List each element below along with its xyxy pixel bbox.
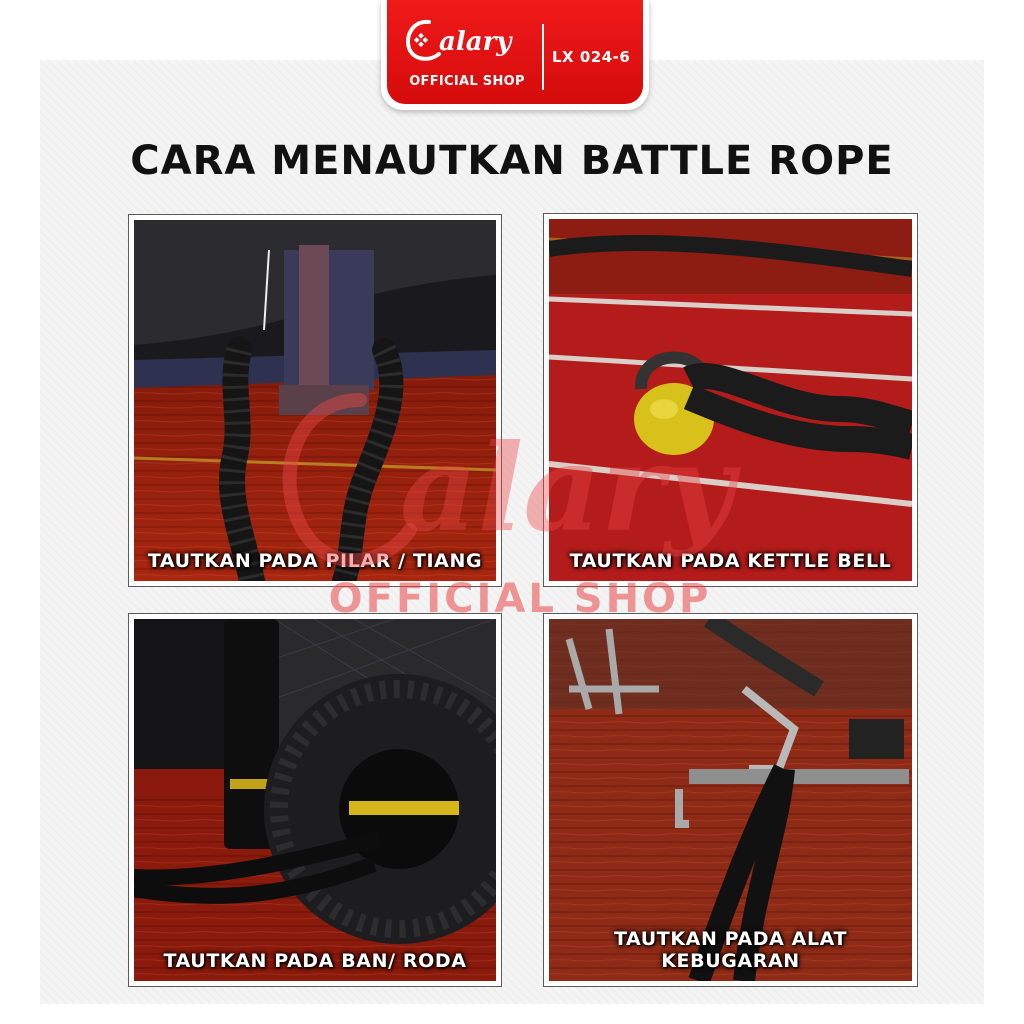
panel-tire <box>128 613 502 987</box>
panel-caption: TAUTKAN PADA BAN/ RODA <box>163 950 467 972</box>
watermark-shop-text: OFFICIAL SHOP <box>328 576 712 622</box>
page-title: CARA MENAUTKAN BATTLE ROPE <box>130 138 894 184</box>
rope-on-gym-machine-photo <box>549 619 912 981</box>
official-shop-label: OFFICIAL SHOP <box>409 74 525 89</box>
brand-badge-panel <box>387 0 643 104</box>
panel-caption: TAUTKAN PADA PILAR / TIANG <box>147 550 483 572</box>
galary-logo <box>399 14 529 66</box>
rope-around-tire-photo <box>134 619 496 981</box>
svg-text:alary: alary <box>400 418 735 559</box>
panel-pillar <box>128 214 502 587</box>
svg-text:alary: alary <box>439 27 512 57</box>
panel-gym-machine <box>543 613 918 987</box>
rope-anchored-to-pillar-photo <box>134 220 496 581</box>
panel-kettlebell <box>543 213 918 587</box>
rope-through-kettlebell-photo <box>549 219 912 581</box>
badge-divider <box>542 24 544 90</box>
panel-caption: TAUTKAN PADA ALAT KEBUGARAN <box>613 928 848 972</box>
panel-caption: TAUTKAN PADA KETTLE BELL <box>569 550 892 572</box>
product-code: LX 024-6 <box>552 48 631 66</box>
brand-badge[interactable] <box>381 0 649 110</box>
